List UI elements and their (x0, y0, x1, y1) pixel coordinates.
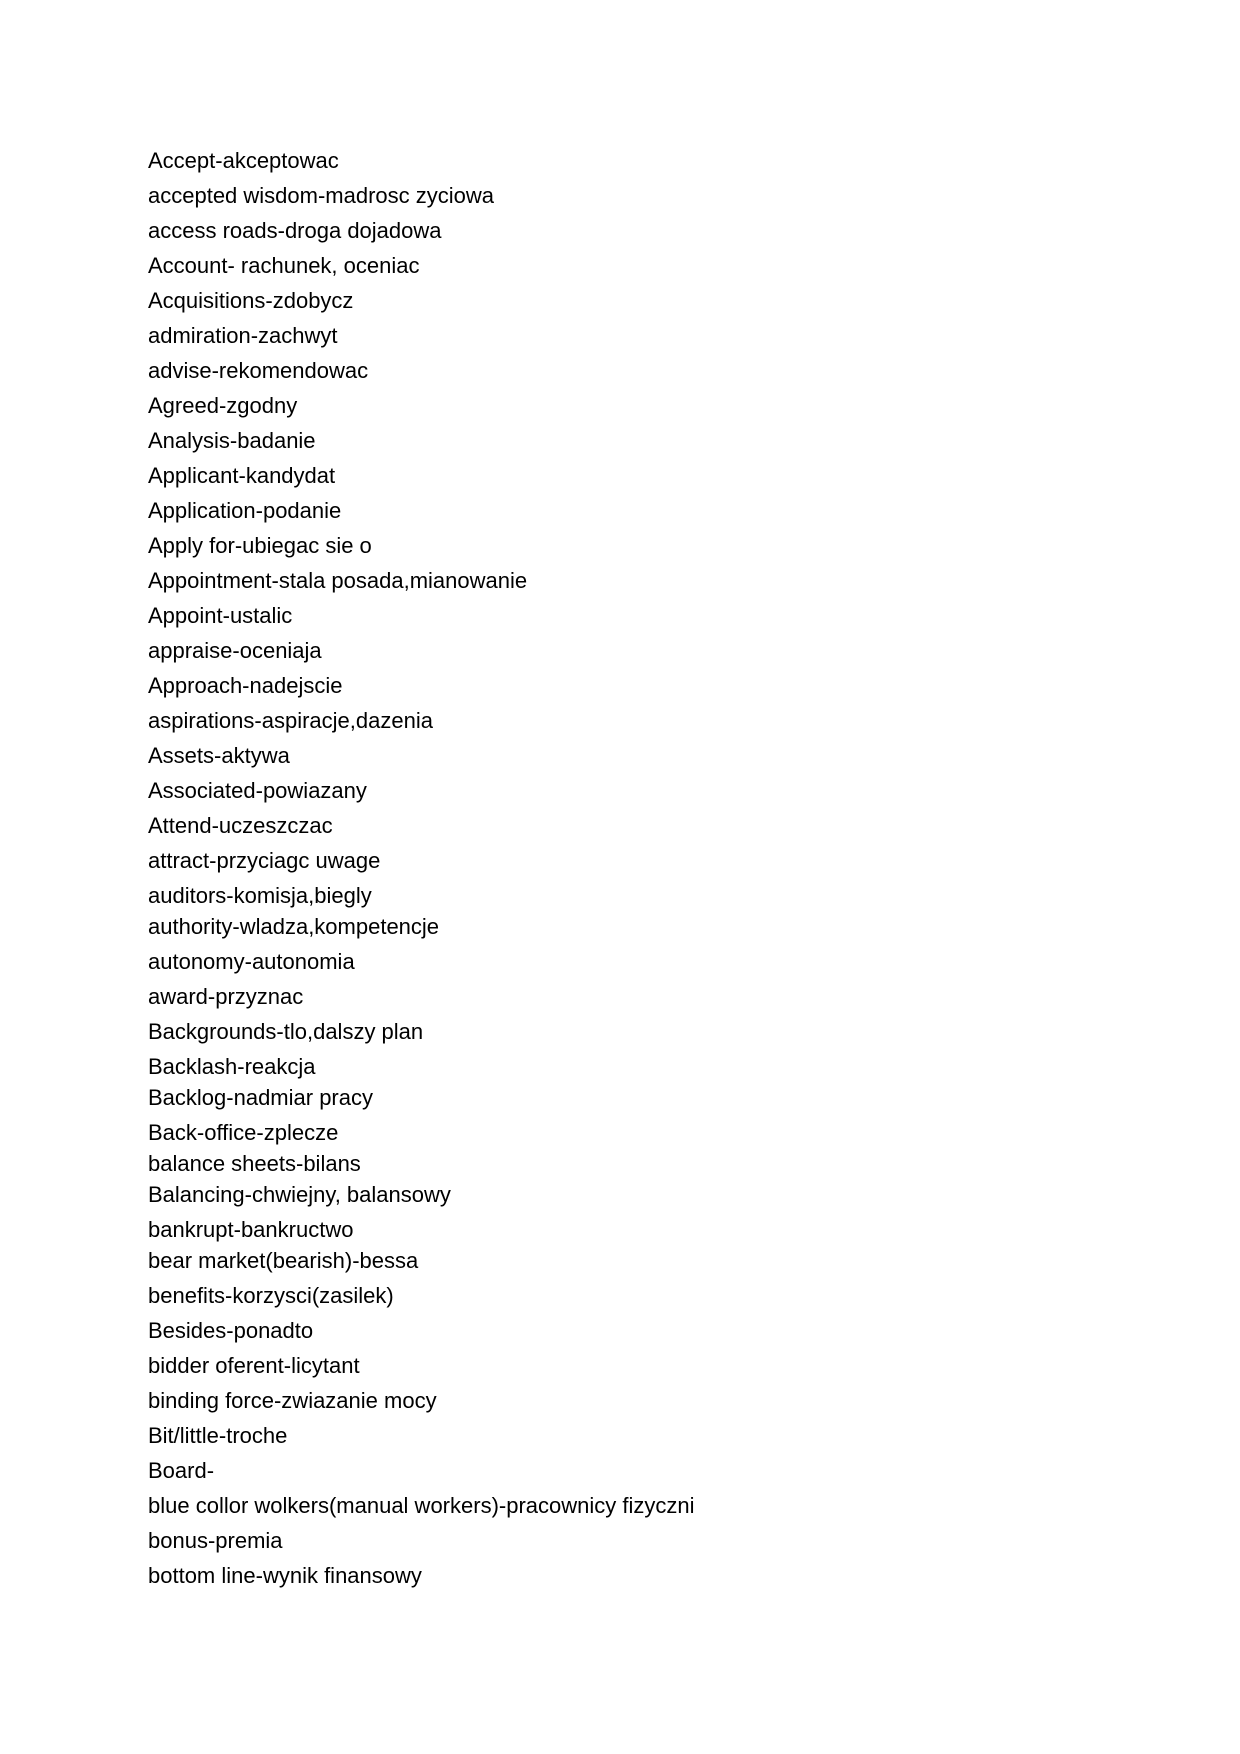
list-item: Balancing-chwiejny, balansowy (148, 1182, 451, 1207)
list-item: Appointment-stala posada,mianowanie (148, 568, 528, 593)
list-item: bidder oferent-licytant (148, 1353, 360, 1378)
list-item: Applicant-kandydat (148, 463, 336, 488)
list-item: Attend-uczeszczac (148, 813, 333, 838)
list-item: accepted wisdom-madrosc zyciowa (148, 183, 495, 208)
list-item: Accept-akceptowac (148, 148, 339, 173)
list-item: Backlog-nadmiar pracy (148, 1085, 373, 1110)
list-item: Backgrounds-tlo,dalszy plan (148, 1019, 424, 1044)
list-item: bottom line-wynik finansowy (148, 1563, 422, 1588)
list-item: autonomy-autonomia (148, 949, 355, 974)
list-item: aspirations-aspiracje,dazenia (148, 708, 433, 733)
list-item: Apply for-ubiegac sie o (148, 533, 372, 558)
list-item: binding force-zwiazanie mocy (148, 1388, 437, 1413)
list-item: Application-podanie (148, 498, 342, 523)
list-item: bonus-premia (148, 1528, 283, 1553)
list-item: authority-wladza,kompetencje (148, 914, 440, 939)
list-item: Backlash-reakcja (148, 1054, 316, 1079)
list-item: Besides-ponadto (148, 1318, 314, 1343)
list-item: Assets-aktywa (148, 743, 290, 768)
list-item: Appoint-ustalic (148, 603, 293, 628)
list-item: Bit/little-troche (148, 1423, 288, 1448)
list-item: admiration-zachwyt (148, 323, 338, 348)
list-item: Agreed-zgodny (148, 393, 298, 418)
list-item: Analysis-badanie (148, 428, 316, 453)
list-item: benefits-korzysci(zasilek) (148, 1283, 394, 1308)
list-item: Approach-nadejscie (148, 673, 343, 698)
list-item: advise-rekomendowac (148, 358, 369, 383)
list-item: balance sheets-bilans (148, 1151, 361, 1176)
list-item: Associated-powiazany (148, 778, 367, 803)
list-item: attract-przyciagc uwage (148, 848, 381, 873)
list-item: Account- rachunek, oceniac (148, 253, 420, 278)
list-item: appraise-oceniaja (148, 638, 322, 663)
list-item: access roads-droga dojadowa (148, 218, 442, 243)
list-item: blue collor wolkers(manual workers)-pracownicy fizyczni (148, 1493, 695, 1518)
list-item: Acquisitions-zdobycz (148, 288, 354, 313)
list-item: bear market(bearish)-bessa (148, 1248, 419, 1273)
list-item: bankrupt-bankructwo (148, 1217, 354, 1242)
list-item: award-przyznac (148, 984, 304, 1009)
list-item: Board- (148, 1458, 215, 1483)
list-item: Back-office-zplecze (148, 1120, 339, 1145)
list-item: auditors-komisja,biegly (148, 883, 372, 908)
